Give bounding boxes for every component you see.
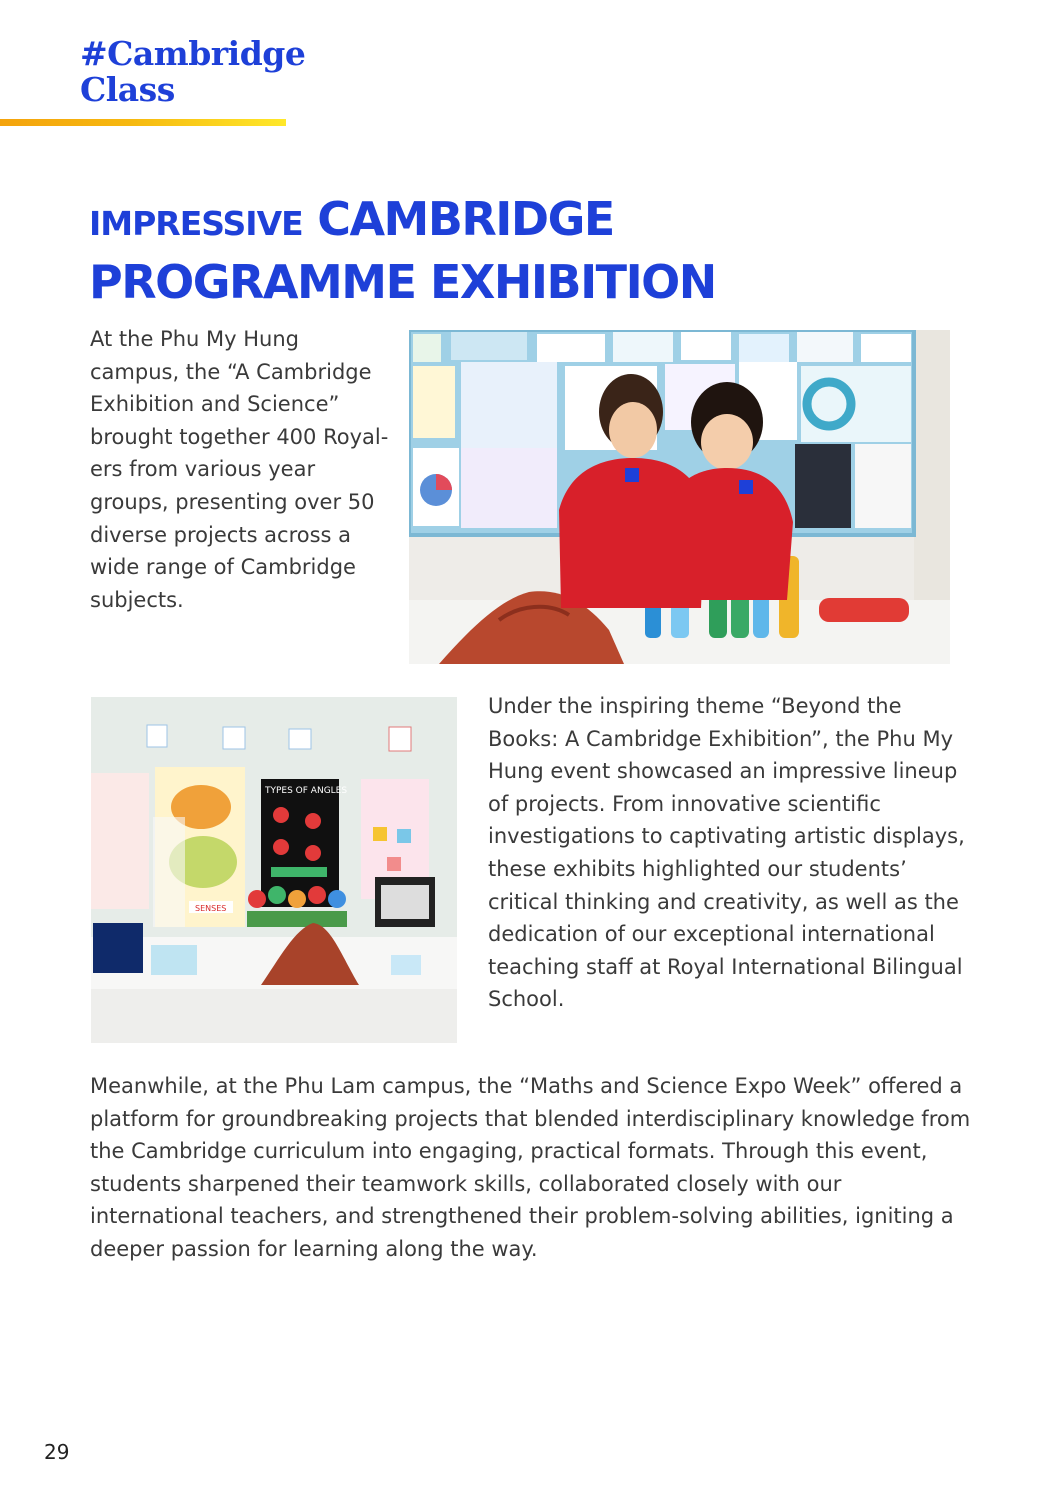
title-word-impressive: IMPRESSIVE xyxy=(89,204,303,243)
photo-students-exhibition xyxy=(409,330,950,664)
senses-label: SENSES xyxy=(195,904,227,913)
section-hashtag xyxy=(80,36,305,108)
article-title xyxy=(89,190,989,311)
hashtag-line-1: #Cambridge xyxy=(80,34,306,73)
title-line-2: PROGRAMME EXHIBITION xyxy=(89,255,716,309)
photo-student-projects-display xyxy=(91,697,457,1043)
paragraph-beyond-the-books: Under the inspiring theme “Beyond the Books: A Cambridge Exhibition”, the Phu My Hung event showcased an impressive lineup of projects. From innovative scientific investigations to captivating artistic displays, these exhibits highlighted our students’ critical thinking and creativity, as well as the dedication of our exceptional international teaching staff at Royal International Bilingual School. xyxy=(488,694,965,1012)
accent-bar xyxy=(0,119,286,126)
title-word-cambridge: CAMBRIDGE xyxy=(317,192,614,246)
angles-poster-title: TYPES OF ANGLES xyxy=(265,786,348,796)
page-number: 29 xyxy=(44,1440,70,1464)
paragraph-phu-lam-expo: Meanwhile, at the Phu Lam campus, the “Maths and Science Expo Week” offered a platform for groundbreaking projects that blended interdisciplinary knowledge from the Cambridge curriculum into engaging, practical formats. Through this event, students sharpened their teamwork skills, collaborated closely with our international teachers, and strengthened their problem-solving abilities, igniting a deeper passion for learning along the way. xyxy=(90,1074,971,1261)
paragraph-intro: At the Phu My Hung campus, the “A Cambridge Exhibition and Science” brought together 400 Royal-ers from various year groups, presenting over 50 diverse projects across a wide range of Cambridge subjects. xyxy=(90,327,389,612)
hashtag-line-2: Class xyxy=(80,70,175,109)
